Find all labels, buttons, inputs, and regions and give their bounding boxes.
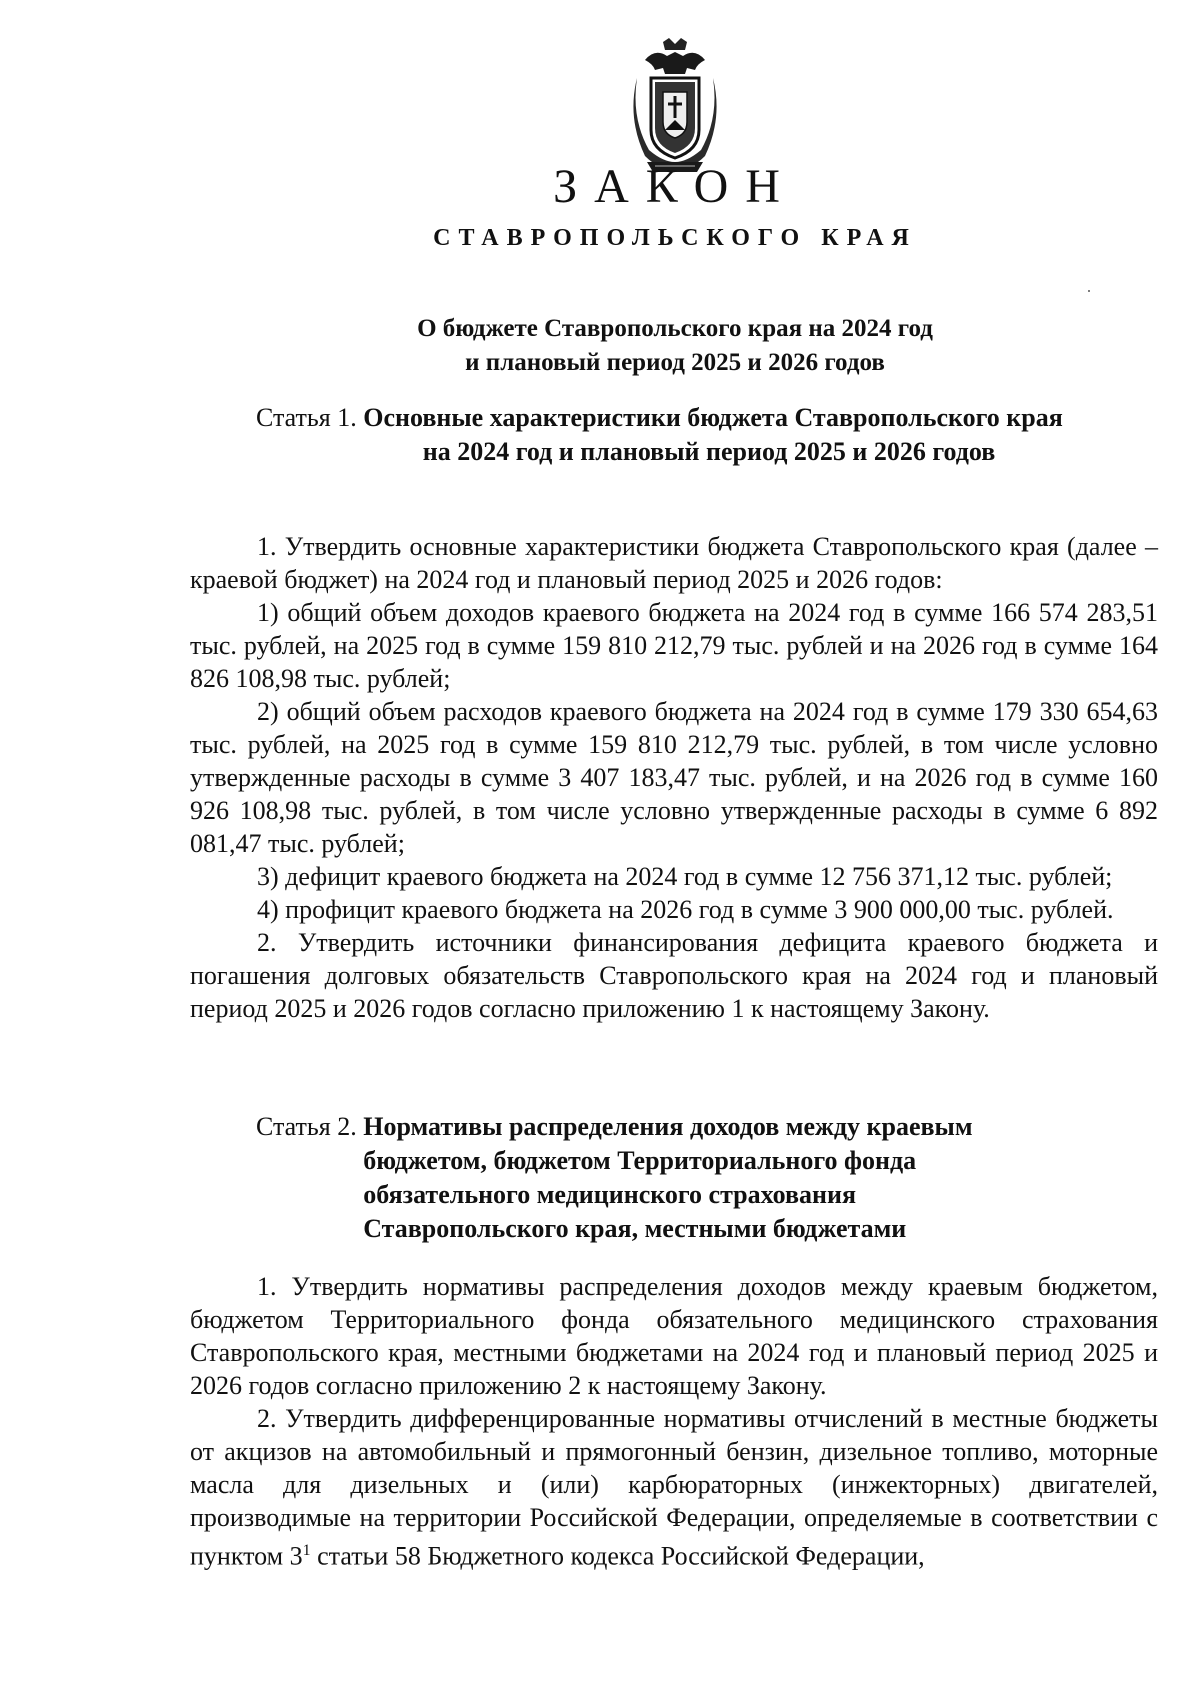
law-heading: ЗАКОН bbox=[553, 160, 797, 213]
article-2-paragraph: 1. Утвердить нормативы распределения доходов между краевым бюджетом, бюджетом Территориального фонда обязательного медицинского страхования Ставропольского края, местными бюджетами на 2024 год и плановый период 2025 и 2026 годов согласно приложению 2 к настоящему Закону. bbox=[190, 1272, 1158, 1400]
coat-of-arms-icon bbox=[625, 38, 725, 176]
article-1-paragraph: 3) дефицит краевого бюджета на 2024 год в сумме 12 756 371,12 тыс. рублей; bbox=[257, 862, 1113, 891]
article-2-paragraph-text: 2. Утвердить дифференцированные нормативы отчислений в местные бюджеты от акцизов на автомобильный и прямогонный бензин, дизельное топливо, моторные масла для дизельных и (или) карбюраторных (инжекторных) двигателей, производимые на территории Российской Федерации, определяемые в соответствии с пунктом 3 bbox=[190, 1404, 1158, 1571]
article-1-paragraph: 2) общий объем расходов краевого бюджета на 2024 год в сумме 179 330 654,63 тыс. рублей, на 2025 год в сумме 159 810 212,79 тыс. рублей, в том числе условно утвержденные расходы в сумме 3 407 183,47 тыс. рублей, и на 2026 год в сумме 160 926 108,98 тыс. рублей, в том числе условно утвержденные расходы в сумме 6 892 081,47 тыс. рублей; bbox=[190, 697, 1158, 858]
article-2-paragraph bbox=[190, 1402, 1158, 1573]
article-1-paragraph: 1) общий объем доходов краевого бюджета на 2024 год в сумме 166 574 283,51 тыс. рублей, на 2025 год в сумме 159 810 212,79 тыс. рублей и на 2026 год в сумме 164 826 108,98 тыс. рублей; bbox=[190, 598, 1158, 693]
article-2-title-line: обязательного медицинского страхования bbox=[363, 1180, 857, 1209]
article-2-paragraph-tail: статьи 58 Бюджетного кодекса Российской Федерации, bbox=[310, 1541, 925, 1571]
article-1-title-line-2: на 2024 год и плановый период 2025 и 2026 годов bbox=[422, 437, 996, 466]
document-title bbox=[0, 312, 1200, 380]
article-1-title bbox=[363, 401, 1063, 469]
article-2-label: Статья 2. bbox=[256, 1112, 364, 1141]
article-2-heading bbox=[256, 1110, 973, 1246]
article-2-title bbox=[363, 1110, 972, 1246]
document-title-line-2: и плановый период 2025 и 2026 годов bbox=[465, 349, 885, 376]
article-1-heading bbox=[256, 401, 1063, 469]
article-2-body bbox=[190, 1270, 1158, 1573]
article-1-body bbox=[190, 530, 1158, 1025]
superscript-1: 1 bbox=[302, 1542, 311, 1559]
article-2-title-line: Ставропольского края, местными бюджетами bbox=[363, 1214, 907, 1243]
article-2-title-line: бюджетом, бюджетом Территориального фонда bbox=[363, 1146, 917, 1175]
article-1-title-line-1: Основные характеристики бюджета Ставропольского края bbox=[363, 403, 1063, 432]
article-2-title-line: Нормативы распределения доходов между краевым bbox=[363, 1112, 973, 1141]
article-1-label: Статья 1. bbox=[256, 403, 364, 432]
document-title-line-1: О бюджете Ставропольского края на 2024 год bbox=[417, 315, 933, 342]
article-1-paragraph: 4) профицит краевого бюджета на 2026 год в сумме 3 900 000,00 тыс. рублей. bbox=[257, 895, 1114, 924]
scan-speck bbox=[1088, 290, 1090, 292]
region-heading: СТАВРОПОЛЬСКОГО КРАЯ bbox=[433, 225, 917, 251]
article-1-paragraph: 1. Утвердить основные характеристики бюджета Ставропольского края (далее – краевой бюджет) на 2024 год и плановый период 2025 и 2026 годов: bbox=[190, 532, 1158, 594]
article-1-paragraph: 2. Утвердить источники финансирования дефицита краевого бюджета и погашения долговых обязательств Ставропольского края на 2024 год и плановый период 2025 и 2026 годов согласно приложению 1 к настоящему Закону. bbox=[190, 928, 1158, 1023]
